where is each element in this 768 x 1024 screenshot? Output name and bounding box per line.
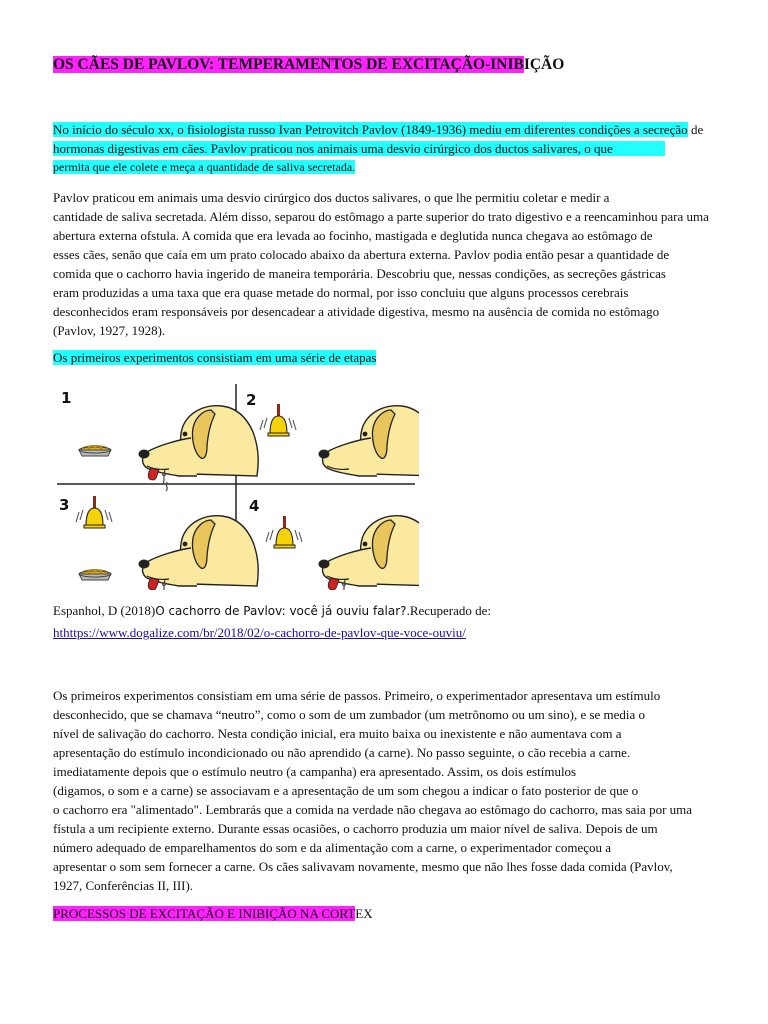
intro-line-1-text: No início do século xx, o fisiologista russo Ivan Petrovitch Pavlov (1849-1936) mediu em diferentes condições a secreção xyxy=(53,122,688,137)
bell-icon xyxy=(266,516,302,548)
intro-line-3 xyxy=(53,158,718,177)
paragraph-3 xyxy=(53,686,745,895)
p3-line: imediatamente depois que o estímulo neutro (a campanha) era apresentado. Assim, os dois estímulos xyxy=(53,764,577,779)
panel-label-4: 4 xyxy=(249,497,260,515)
p3-line: número adequado de emparelhamentos do som e da alimentação com a carne, o experimentador começou a xyxy=(53,840,612,855)
panel-label-2: 2 xyxy=(246,391,257,409)
steps-heading xyxy=(53,350,376,366)
tongue-icon xyxy=(148,468,159,480)
intro-line-1 xyxy=(53,120,718,139)
panel-2 xyxy=(260,404,419,476)
panel-3 xyxy=(76,496,258,590)
title-highlighted: OS CÃES DE PAVLOV: TEMPERAMENTOS DE EXCITAÇÃO-INIB xyxy=(53,56,524,73)
p2-line: desconhecidos eram responsáveis por desencadear a atividade digestiva, mesmo na ausência de comida no estômago xyxy=(53,304,660,319)
dog-icon xyxy=(319,406,420,476)
steps-heading-text: Os primeiros experimentos consistiam em uma série de etapas xyxy=(53,350,377,365)
p2-line: Pavlov praticou em animais uma desvio cirúrgico dos ductos salivares, o que lhe permitiu coletar e medir a xyxy=(53,190,610,205)
dog-icon xyxy=(139,406,259,476)
section-subheading xyxy=(53,906,373,922)
p2-line: cantidade de saliva secretada. Além disso, separou do estômago a parte superior do trato digestivo e a reencaminhou para uma xyxy=(53,209,709,224)
pavlov-figure xyxy=(53,378,419,590)
intro-line-3-text: permita que ele colete e meça a quantidade de saliva secretada. xyxy=(53,160,356,174)
food-bowl-icon xyxy=(79,446,111,457)
panel-1 xyxy=(79,406,258,491)
p2-line: esses cães, senão que caía em um prato colocado abaixo da abertura externa. Pavlov podia então pesar a quantidade de xyxy=(53,247,670,262)
subheading-rest: EX xyxy=(355,906,373,921)
dog-icon xyxy=(319,516,420,586)
source-link[interactable]: hthttps://www.dogalize.com/br/2018/02/o-cachorro-de-pavlov-que-voce-ouviu/ xyxy=(53,625,466,640)
p2-line: (Pavlov, 1927, 1928). xyxy=(53,323,166,338)
tongue-icon xyxy=(148,578,159,590)
p2-line: eram produzidas a uma taxa que era quase metade do normal, por isso concluiu que alguns processos cerebrais xyxy=(53,285,629,300)
food-bowl-icon xyxy=(79,570,111,581)
p3-line: apresentação do estímulo incondicionado ou não aprendido (a carne). No passo seguinte, o cão recebia a carne. xyxy=(53,745,631,760)
p3-line: desconhecido, que se chamava “neutro”, como o som de um zumbador (um metrônomo ou um sino), e se media o xyxy=(53,707,646,722)
panel-4 xyxy=(266,516,419,590)
title-rest: IÇÃO xyxy=(523,56,565,73)
p3-line: Os primeiros experimentos consistiam em uma série de passos. Primeiro, o experimentador apresentava um estímulo xyxy=(53,688,661,703)
panel-label-3: 3 xyxy=(59,496,70,514)
p3-line: 1927, Conferências II, III). xyxy=(53,878,194,893)
intro-line-1-tail: de xyxy=(687,122,704,137)
intro-line-2-text: hormonas digestivas em cães. Pavlov praticou nos animais uma desvio cirúrgico dos ductos salivares, o que xyxy=(53,141,665,156)
tongue-icon xyxy=(328,578,339,590)
p3-line: apresentar o som sem fornecer a carne. Os cães salivavam novamente, mesmo que não lhes fosse dada comida (Pavlov, xyxy=(53,859,673,874)
bell-icon xyxy=(76,496,112,528)
panel-label-1: 1 xyxy=(61,389,72,407)
p3-line: o cachorro era "alimentado". Lembrarás que a comida na verdade não chegava ao estômago do cachorro, mas saia por uma xyxy=(53,802,693,817)
source-link-line xyxy=(53,625,466,641)
p2-line: abertura externa ofstula. A comida que era levada ao focinho, mastigada e deglutida nunca chegava ao estômago de xyxy=(53,228,653,243)
document-title xyxy=(53,56,564,74)
p3-line: (digamos, o som e a carne) se associavam e a apresentação de um som chegou a indicar o fato posterior de que o xyxy=(53,783,639,798)
caption-title: O cachorro de Pavlov: você já ouviu falar? xyxy=(155,604,407,618)
paragraph-2 xyxy=(53,188,745,340)
p3-line: fístula a um recipiente externo. Durante essas ocasiões, o cachorro produzia um maior nível de saliva. Depois de um xyxy=(53,821,658,836)
intro-paragraph xyxy=(53,120,718,177)
p2-line: comida que o cachorro havia ingerido de maneira temporária. Descobriu que, nessas condições, as secreções gástricas xyxy=(53,266,666,281)
caption-author: Espanhol, D (2018) xyxy=(53,603,156,618)
intro-line-2 xyxy=(53,139,718,158)
p3-line: nível de salivação do cachorro. Nesta condição inicial, era muito baixa ou inexistente e não aumentava com a xyxy=(53,726,622,741)
dog-icon xyxy=(139,516,259,586)
subheading-highlighted: PROCESSOS DE EXCITAÇÃO E INIBIÇÃO NA CORT xyxy=(53,906,356,921)
figure-caption xyxy=(53,603,491,619)
bell-icon xyxy=(260,404,296,436)
caption-retrieved: .Recuperado de: xyxy=(406,603,492,618)
